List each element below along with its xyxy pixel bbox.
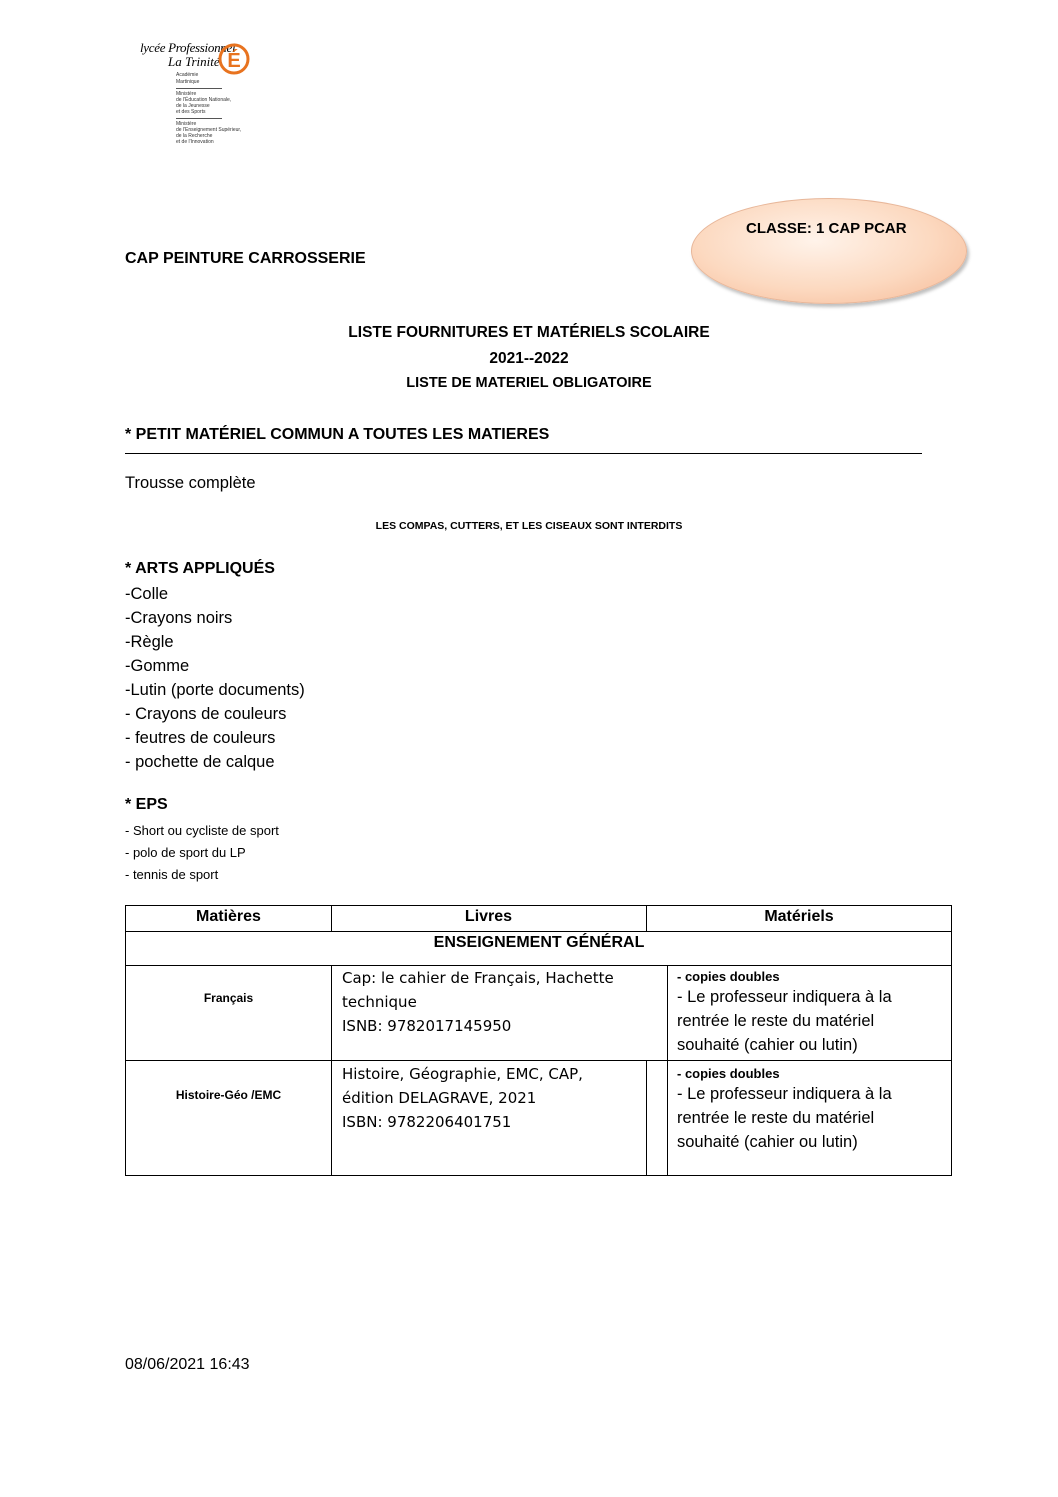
logo-school-name: lycée Professionnel [140, 40, 236, 55]
table-row-books [342, 1062, 642, 1134]
logo-small-text: Ministère [176, 121, 197, 127]
logo-small-text: de l'Éducation Nationale, [176, 97, 232, 103]
table-header-materials: Matériels [764, 908, 834, 925]
table-row-subject: Histoire-Géo /EMC [175, 1088, 282, 1102]
eps-list [125, 820, 279, 886]
list-item: - Crayons de couleurs [125, 705, 287, 723]
book-line: Cap: le cahier de Français, Hachette [342, 969, 614, 987]
arts-list [125, 582, 305, 774]
logo-divider [176, 88, 222, 89]
section-title-common: * PETIT MATÉRIEL COMMUN A TOUTES LES MATIERES [125, 426, 550, 443]
list-item: - Short ou cycliste de sport [125, 823, 279, 838]
book-line: ISBN: 9782206401751 [342, 1113, 512, 1131]
class-badge-text: CLASSE: 1 CAP PCAR [746, 220, 907, 237]
list-item: -Crayons noirs [125, 609, 233, 627]
list-item: - pochette de calque [125, 753, 275, 771]
logo-small-text: de la Jeunesse [176, 103, 210, 109]
table-row-divider [126, 931, 951, 932]
school-logo [140, 36, 270, 151]
logo-small-text: de la Recherche [176, 133, 213, 139]
list-item: -Gomme [125, 657, 190, 675]
section-divider [125, 453, 922, 454]
logo-small-text: Martinique [176, 79, 200, 85]
table-row-divider [126, 1060, 951, 1061]
table-group-title: ENSEIGNEMENT GÉNÉRAL [433, 934, 645, 951]
list-item: - tennis de sport [125, 867, 219, 882]
logo-small-text: Ministère [176, 91, 197, 97]
book-line: ISNB: 9782017145950 [342, 1017, 512, 1035]
table-col-divider [646, 1060, 647, 1176]
material-line: - Le professeur indiquera à la [677, 988, 892, 1006]
table-row-subject: Français [203, 991, 254, 1005]
book-line: technique [342, 993, 417, 1011]
class-badge-oval [691, 198, 967, 304]
common-item: Trousse complète [125, 474, 256, 492]
supplies-table [125, 905, 952, 1176]
table-col-divider [667, 965, 668, 1176]
material-line: - copies doubles [677, 1066, 780, 1081]
school-year: 2021--2022 [489, 350, 569, 367]
material-line: - Le professeur indiquera à la [677, 1085, 892, 1103]
forbidden-items-warning: LES COMPAS, CUTTERS, ET LES CISEAUX SONT INTERDITS [375, 520, 683, 532]
material-line: souhaité (cahier ou lutin) [677, 1133, 858, 1151]
logo-divider [176, 118, 222, 119]
material-line: rentrée le reste du matériel [677, 1012, 875, 1030]
section-title-eps: * EPS [125, 796, 168, 813]
footer-date: 08/06/2021 16:43 [125, 1356, 250, 1373]
list-item: - feutres de couleurs [125, 729, 276, 747]
material-line: souhaité (cahier ou lutin) [677, 1036, 858, 1054]
logo-small-text: et de l'Innovation [176, 139, 214, 145]
logo-small-text: Académie [176, 72, 199, 78]
table-row-materials [677, 969, 947, 1057]
program-title: CAP PEINTURE CARROSSERIE [125, 250, 366, 267]
table-col-divider [331, 965, 332, 1176]
logo-emblem-letter: É [227, 50, 241, 72]
document-subtitle: LISTE DE MATERIEL OBLIGATOIRE [406, 375, 652, 391]
list-item: - polo de sport du LP [125, 845, 246, 860]
table-header-books: Livres [464, 908, 513, 925]
logo-small-text: et des Sports [176, 109, 206, 115]
material-line: - copies doubles [677, 969, 780, 984]
section-title-arts: * ARTS APPLIQUÉS [125, 560, 275, 577]
list-item: -Règle [125, 633, 174, 651]
list-item: -Lutin (porte documents) [125, 681, 305, 699]
table-row-materials [677, 1066, 947, 1154]
logo-school-location: La Trinité [168, 54, 220, 69]
document-title: LISTE FOURNITURES ET MATÉRIELS SCOLAIRE [348, 324, 710, 341]
logo-small-text: de l'Enseignement Supérieur, [176, 127, 242, 133]
academy-emblem-icon [216, 40, 252, 76]
book-line: Histoire, Géographie, EMC, CAP, [342, 1065, 583, 1083]
table-row-books [342, 966, 662, 1038]
book-line: édition DELAGRAVE, 2021 [342, 1089, 537, 1107]
list-item: -Colle [125, 585, 169, 603]
material-line: rentrée le reste du matériel [677, 1109, 875, 1127]
table-header-subjects: Matières [196, 908, 261, 925]
